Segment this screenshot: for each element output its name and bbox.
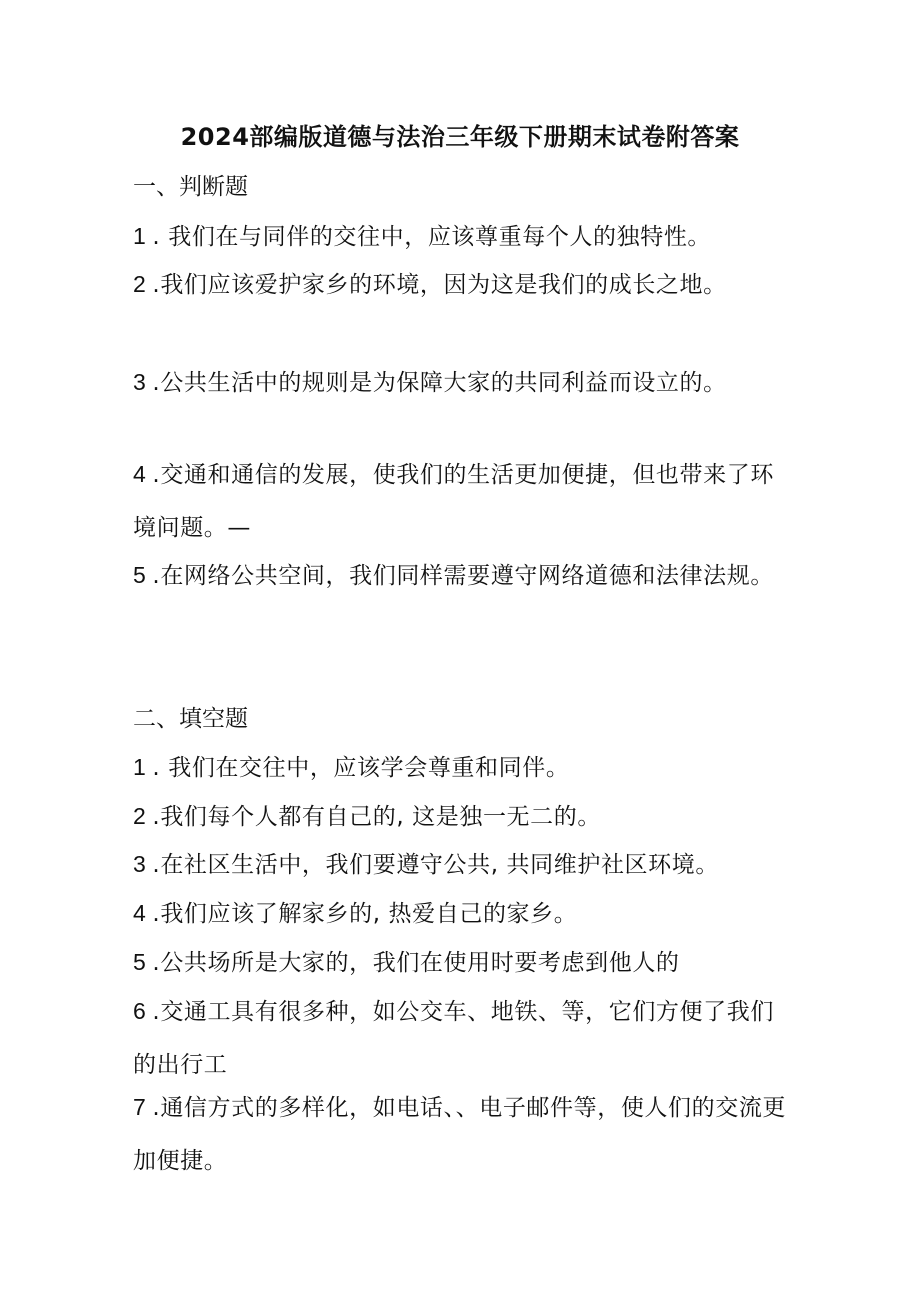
fill-blank-item-6: [133, 985, 793, 1092]
item-number: 3: [133, 851, 147, 877]
section-heading-fill-blank: 二、填空题: [133, 706, 248, 732]
section-heading-judgment: 一、判断题: [133, 174, 248, 200]
fill-blank-item-2: [133, 790, 793, 844]
fill-blank-item-7: [133, 1081, 793, 1188]
item-number: 4: [133, 461, 147, 487]
judgment-item-2: [133, 258, 793, 312]
fill-blank-item-5: [133, 936, 793, 990]
item-number: 6: [133, 998, 147, 1024]
item-text: .我们应该了解家乡的, 热爱自己的家乡。: [152, 901, 578, 927]
item-number: 1: [133, 223, 147, 249]
item-number: 5: [133, 949, 147, 975]
document-title: 2024部编版道德与法治三年级下册期末试卷附答案: [180, 123, 740, 151]
item-text: .我们每个人都有自己的, 这是独一无二的。: [152, 804, 601, 830]
item-number: 2: [133, 803, 147, 829]
item-number: 4: [133, 900, 147, 926]
item-number: 2: [133, 271, 147, 297]
item-text: . 我们在交往中，应该学会尊重和同伴。: [152, 755, 570, 781]
item-text: .公共生活中的规则是为保障大家的共同利益而设立的。: [152, 370, 727, 396]
item-number: 1: [133, 754, 147, 780]
item-text: .通信方式的多样化，如电话、、电子邮件等，使人们的交流更加便捷。: [133, 1095, 787, 1174]
judgment-item-5: [133, 549, 793, 603]
item-text: .在网络公共空间，我们同样需要遵守网络道德和法律法规。: [152, 563, 774, 589]
item-number: 5: [133, 562, 147, 588]
judgment-item-4: [133, 448, 793, 555]
item-text: .公共场所是大家的，我们在使用时要考虑到他人的: [152, 950, 680, 976]
item-text: .在社区生活中，我们要遵守公共, 共同维护社区环境。: [152, 852, 719, 878]
fill-blank-item-1: [133, 741, 793, 795]
item-text: .交通工具有很多种，如公交车、地铁、等，它们方便了我们的出行工: [133, 999, 774, 1078]
judgment-item-3: [133, 356, 793, 410]
item-number: 3: [133, 369, 147, 395]
item-text: . 我们在与同伴的交往中，应该尊重每个人的独特性。: [152, 224, 712, 250]
item-text: .交通和通信的发展，使我们的生活更加便捷，但也带来了环境问题。—: [133, 462, 774, 541]
judgment-item-1: [133, 210, 793, 264]
fill-blank-item-4: [133, 887, 793, 941]
fill-blank-item-3: [133, 838, 793, 892]
item-text: .我们应该爱护家乡的环境，因为这是我们的成长之地。: [152, 272, 727, 298]
item-number: 7: [133, 1094, 147, 1120]
